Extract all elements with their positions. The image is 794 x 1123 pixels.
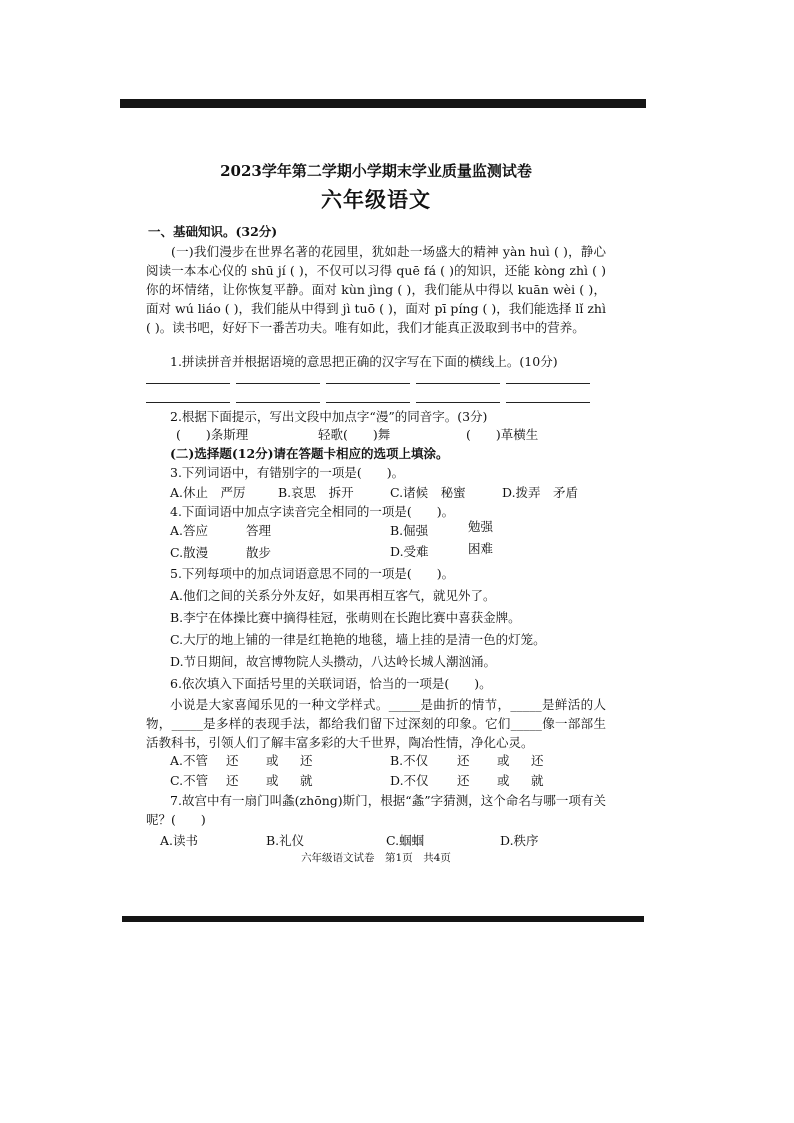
q4-option-word: 散步: [246, 545, 272, 560]
scan-border-bottom: [122, 916, 644, 922]
q4-option-label[interactable]: C.散漫: [170, 545, 209, 560]
q6-option-word: 或: [497, 773, 510, 788]
question-1: 1.拼读拼音并根据语境的意思把正确的汉字写在下面的横线上。(10分): [170, 354, 558, 369]
q6-option-word[interactable]: A.不管: [170, 753, 209, 768]
q7-option[interactable]: C.蝈蝈: [386, 833, 425, 848]
answer-blank[interactable]: [506, 383, 590, 384]
q6-option-word: 或: [266, 753, 279, 768]
answer-blank[interactable]: [416, 383, 500, 384]
answer-blank[interactable]: [236, 383, 320, 384]
q3-option[interactable]: D.拨弄 矛盾: [502, 485, 579, 500]
q6-option-word[interactable]: C.不管: [170, 773, 209, 788]
q6-option-word[interactable]: B.不仅: [390, 753, 429, 768]
answer-blank[interactable]: [326, 402, 410, 403]
q6-option-word: 就: [531, 773, 544, 788]
exam-title: 2023学年第二学期小学期末学业质量监测试卷: [220, 162, 532, 180]
question-7: 7.故宫中有一扇门叫螽(zhōng)斯门，根据“螽”字猜测，这个命名与哪一项有关呢？( ): [146, 793, 606, 827]
section-1-heading: 一、基础知识。(32分): [148, 224, 278, 239]
answer-blank[interactable]: [146, 383, 230, 384]
exam-subtitle: 六年级语文: [321, 187, 431, 212]
q7-option[interactable]: A.读书: [160, 833, 199, 848]
q5-option[interactable]: A.他们之间的关系分外友好，如果再相互客气，就见外了。: [170, 588, 496, 603]
q4-option-label[interactable]: B.倔强: [390, 523, 429, 538]
q5-option[interactable]: C.大厅的地上铺的一律是红艳艳的地毯，墙上挂的是清一色的灯笼。: [170, 632, 546, 647]
q6-option-word: 还: [226, 753, 239, 768]
question-6: 6.依次填入下面括号里的关联词语，恰当的一项是( )。: [170, 676, 492, 691]
page-footer: 六年级语文试卷 第1页 共4页: [301, 852, 451, 864]
q6-option-word: 或: [497, 753, 510, 768]
scan-border-top: [120, 99, 646, 108]
q7-option[interactable]: B.礼仪: [266, 833, 305, 848]
q4-option-label[interactable]: A.答应: [170, 523, 209, 538]
q4-option-word: 困难: [468, 541, 494, 556]
q3-option[interactable]: C.诸候 秘蜜: [390, 485, 466, 500]
q2-hint: ( )条斯理: [176, 427, 249, 442]
answer-blank[interactable]: [506, 402, 590, 403]
q6-option-word[interactable]: D.不仅: [390, 773, 429, 788]
answer-blank[interactable]: [236, 402, 320, 403]
answer-blank[interactable]: [326, 383, 410, 384]
q6-option-word: 还: [226, 773, 239, 788]
q6-option-word: 还: [457, 753, 470, 768]
q4-option-word: 答理: [246, 523, 272, 538]
q7-option[interactable]: D.秩序: [500, 833, 539, 848]
q5-option[interactable]: B.李宁在体操比赛中摘得桂冠，张萌则在长跑比赛中喜获金牌。: [170, 610, 521, 625]
q3-option[interactable]: A.休止 严厉: [170, 485, 246, 500]
q4-option-word: 勉强: [468, 519, 494, 534]
q6-option-word: 还: [531, 753, 544, 768]
answer-blank[interactable]: [146, 402, 230, 403]
q3-option[interactable]: B.哀思 拆开: [278, 485, 354, 500]
section-1-passage: (一)我们漫步在世界名著的花园里，犹如赴一场盛大的精神 yàn huì ( )，静心阅读一本本心仪的 shū jí ( )，不仅可以习得 quē fá ( )的知识，还能 kòng zhì ( )你的坏情绪，让你恢复平静。面对 kùn jìng ( )，我们能从中得以 kuān wèi ( )，面对 wú liáo ( )，我们能从中得到 jì tuō ( )，面对 pī píng ( )，我们能选择 lǐ zhì ( )。读书吧，好好下一番苦功夫。唯有如此，我们才能真正汲取到书中的营养。: [146, 244, 606, 335]
q6-option-word: 或: [266, 773, 279, 788]
q6-option-word: 还: [457, 773, 470, 788]
q6-passage: 小说是大家喜闻乐见的一种文学样式。_____是曲折的情节，_____是鲜活的人物，_____是多样的表现手法，都给我们留下过深刻的印象。它们_____像一部部生活教科书，引领人们了解丰富多彩的大千世界，陶冶性情，净化心灵。: [146, 697, 606, 750]
q6-option-word: 就: [300, 773, 313, 788]
q6-option-word: 还: [300, 753, 313, 768]
question-2: 2.根据下面提示，写出文段中加点字“漫”的同音字。(3分): [170, 409, 488, 424]
question-5: 5.下列每项中的加点词语意思不同的一项是( )。: [170, 566, 455, 581]
answer-blank[interactable]: [416, 402, 500, 403]
q4-option-label[interactable]: D.受难: [390, 544, 429, 559]
q2-hint: 轻歌( )舞: [318, 427, 391, 442]
section-2-heading: (二)选择题(12分)请在答题卡相应的选项上填涂。: [170, 446, 449, 461]
question-4: 4.下面词语中加点字读音完全相同的一项是( )。: [170, 504, 455, 519]
q5-option[interactable]: D.节日期间，故宫博物院人头攒动，八达岭长城人潮汹涌。: [170, 654, 497, 669]
q2-hint: ( )革横生: [466, 427, 539, 442]
question-3: 3.下列词语中，有错别字的一项是( )。: [170, 465, 405, 480]
